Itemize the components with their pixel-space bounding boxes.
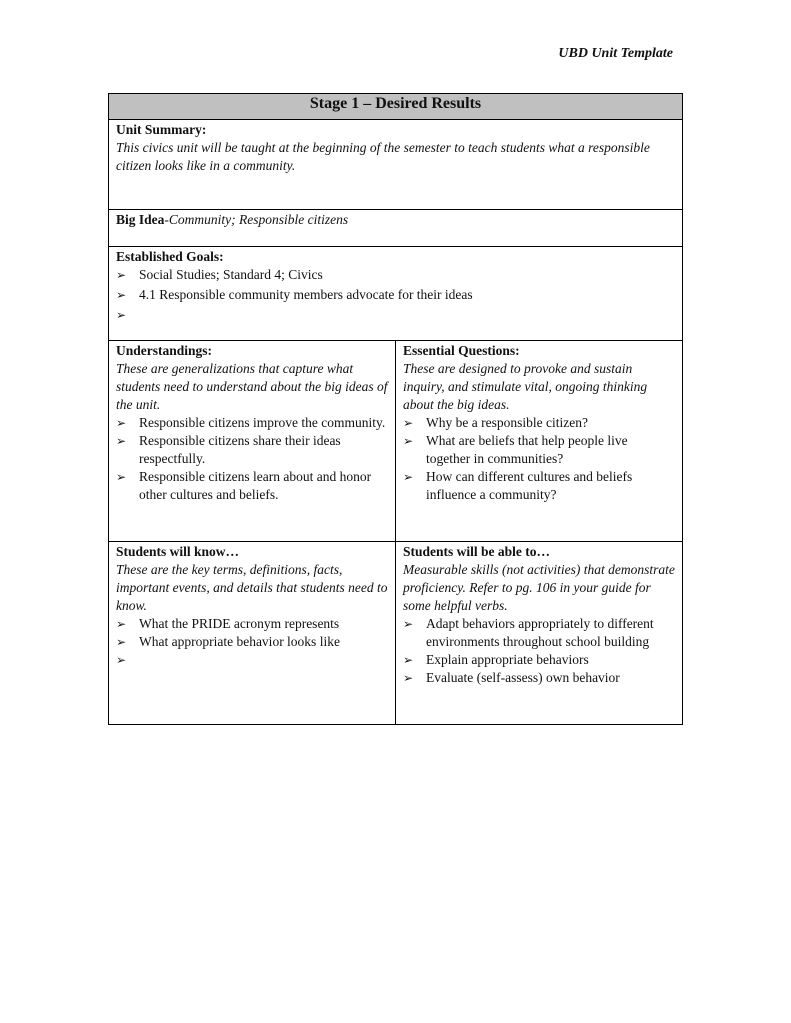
list-item xyxy=(403,651,675,669)
understanding-text: Responsible citizens learn about and honor other cultures and beliefs. xyxy=(139,469,372,502)
arrow-bullet-icon: ➢ xyxy=(116,416,127,430)
able-text: Adapt behaviors appropriately to different environments throughout school building xyxy=(426,616,654,649)
list-item xyxy=(116,615,388,633)
arrow-bullet-icon: ➢ xyxy=(403,416,414,430)
essential-questions-list xyxy=(403,414,675,504)
established-goals-label: Established Goals: xyxy=(116,249,224,264)
arrow-bullet-icon: ➢ xyxy=(116,653,127,667)
arrow-bullet-icon: ➢ xyxy=(116,434,127,448)
understandings-desc: These are generalizations that capture what students need to understand about the big ideas of the unit. xyxy=(116,361,388,412)
able-text: Explain appropriate behaviors xyxy=(426,652,589,667)
arrow-bullet-icon: ➢ xyxy=(403,617,414,631)
students-will-know-cell xyxy=(109,542,396,725)
arrow-bullet-icon: ➢ xyxy=(403,653,414,667)
arrow-bullet-icon: ➢ xyxy=(116,288,127,302)
document-header-title: UBD Unit Template xyxy=(558,46,673,61)
essential-questions-desc: These are designed to provoke and sustain inquiry, and stimulate vital, ongoing thinking about the big ideas. xyxy=(403,361,648,412)
arrow-bullet-icon: ➢ xyxy=(116,308,127,322)
list-item xyxy=(116,633,388,651)
unit-summary-text: This civics unit will be taught at the beginning of the semester to teach students what a responsible citizen looks like in a community. xyxy=(116,140,650,173)
unit-summary-cell xyxy=(109,120,683,210)
understandings-label: Understandings: xyxy=(116,343,213,358)
big-idea-text: -Community; Responsible citizens xyxy=(164,212,349,227)
students-able-to-desc: Measurable skills (not activities) that demonstrate proficiency. Refer to pg. 106 in your guide for some helpful verbs. xyxy=(403,562,675,613)
arrow-bullet-icon: ➢ xyxy=(403,434,414,448)
list-item xyxy=(403,468,675,504)
understanding-text: Responsible citizens improve the community. xyxy=(139,415,386,430)
big-idea-cell xyxy=(109,210,683,247)
students-will-know-desc: These are the key terms, definitions, facts, important events, and details that students need to know. xyxy=(116,562,388,613)
stage-header: Stage 1 – Desired Results xyxy=(109,94,683,120)
question-text: Why be a responsible citizen? xyxy=(426,415,588,430)
arrow-bullet-icon: ➢ xyxy=(116,470,127,484)
students-able-to-list xyxy=(403,615,675,687)
list-item xyxy=(403,414,675,432)
students-able-to-cell xyxy=(396,542,683,725)
big-idea-label: Big Idea xyxy=(116,212,165,227)
arrow-bullet-icon: ➢ xyxy=(403,470,414,484)
list-item xyxy=(116,286,675,304)
list-item xyxy=(116,432,388,468)
essential-questions-cell xyxy=(396,341,683,542)
list-item xyxy=(403,432,675,468)
established-goals-list xyxy=(116,266,675,322)
understandings-list xyxy=(116,414,388,504)
unit-summary-label: Unit Summary: xyxy=(116,122,207,137)
goal-text: 4.1 Responsible community members advocate for their ideas xyxy=(139,287,473,302)
list-item xyxy=(116,266,675,284)
arrow-bullet-icon: ➢ xyxy=(116,268,127,282)
understanding-text: Responsible citizens share their ideas respectfully. xyxy=(139,433,341,466)
ubd-stage1-table xyxy=(108,93,683,725)
arrow-bullet-icon: ➢ xyxy=(116,617,127,631)
arrow-bullet-icon: ➢ xyxy=(116,635,127,649)
know-text: What the PRIDE acronym represents xyxy=(139,616,340,631)
essential-questions-label: Essential Questions: xyxy=(403,343,520,358)
list-item xyxy=(116,414,388,432)
students-will-know-label: Students will know… xyxy=(116,544,240,559)
goal-text: Social Studies; Standard 4; Civics xyxy=(139,267,323,282)
students-will-know-list xyxy=(116,615,388,667)
list-item xyxy=(116,468,388,504)
list-item xyxy=(403,615,675,651)
question-text: What are beliefs that help people live together in communities? xyxy=(426,433,628,466)
know-text: What appropriate behavior looks like xyxy=(139,634,340,649)
able-text: Evaluate (self-assess) own behavior xyxy=(426,670,620,685)
students-able-to-label: Students will be able to… xyxy=(403,544,551,559)
understandings-cell xyxy=(109,341,396,542)
established-goals-cell xyxy=(109,247,683,341)
question-text: How can different cultures and beliefs influence a community? xyxy=(426,469,633,502)
list-item xyxy=(403,669,675,687)
arrow-bullet-icon: ➢ xyxy=(403,671,414,685)
